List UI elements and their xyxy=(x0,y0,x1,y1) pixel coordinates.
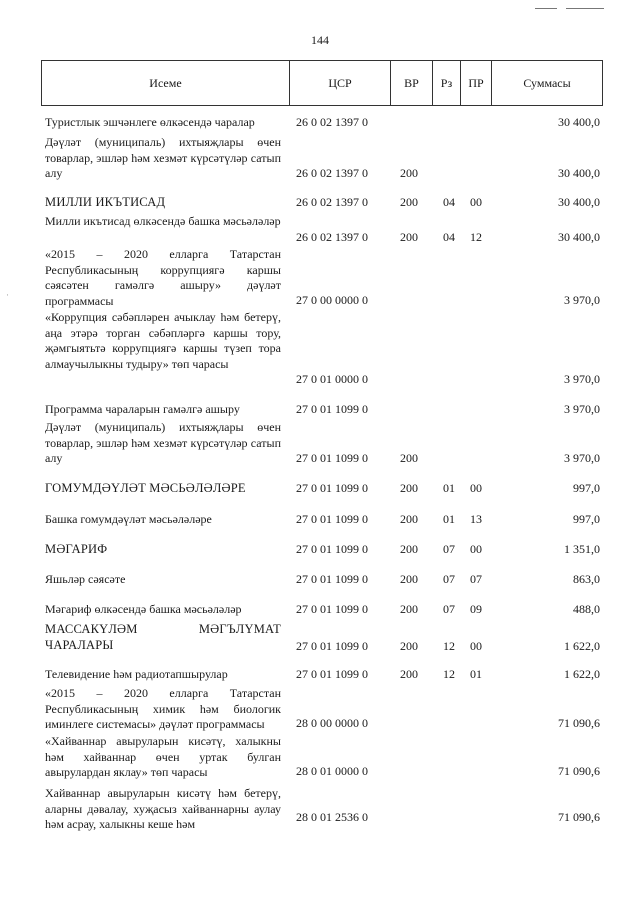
table-header xyxy=(41,60,603,106)
row-name: Дәүләт (муниципаль) ихтыяҗлары өчен товарлар, эшләр һәм хезмәт күрсәтүләр сатып алу xyxy=(45,420,281,465)
row-sum: 71 090,6 xyxy=(558,764,600,778)
row-vr: 200 xyxy=(400,481,418,495)
row-csr: 27 0 01 1099 0 xyxy=(296,667,368,681)
row-sum: 863,0 xyxy=(573,572,600,586)
row-sum: 1 351,0 xyxy=(564,542,600,556)
row-rz: 12 xyxy=(443,667,455,681)
row-name: Башка гомумдәүләт мәсьәләләре xyxy=(45,512,212,526)
row-vr: 200 xyxy=(400,166,418,180)
row-vr: 200 xyxy=(400,639,418,653)
row-sum: 71 090,6 xyxy=(558,716,600,730)
row-csr: 28 0 00 0000 0 xyxy=(296,716,368,730)
row-pr: 00 xyxy=(470,639,482,653)
row-name: «Хайваннар авыруларын кисәтү, халыкны һәм хайваннар өчен уртак булган авырулардан яклау» төп чарасы xyxy=(45,734,281,779)
row-rz: 12 xyxy=(443,639,455,653)
row-sum: 997,0 xyxy=(573,481,600,495)
row-name: Мәгариф өлкәсендә башка мәсьәләләр xyxy=(45,602,242,616)
row-csr: 27 0 01 0000 0 xyxy=(296,372,368,386)
header-rz: Рз xyxy=(440,75,453,90)
row-name: Туристлык эшчәнлеге өлкәсендә чаралар xyxy=(45,115,255,129)
row-pr: 07 xyxy=(470,572,482,586)
row-vr: 200 xyxy=(400,230,418,244)
row-name: МӘГАРИФ xyxy=(45,542,108,556)
row-sum: 1 622,0 xyxy=(564,639,600,653)
row-name: Дәүләт (муниципаль) ихтыяҗлары өчен товарлар, эшләр һәм хезмәт күрсәтүләр сатып алу xyxy=(45,135,281,180)
row-name: «Коррупция сәбәпләрен ачыклау һәм бетерү, аңа этәрә торган сәбәпләргә каршы тору, җәмгыятьтә коррупциягә каршы түзеп тора алмаучылыкны тудыру» төп чарасы xyxy=(45,310,281,371)
row-csr: 27 0 01 1099 0 xyxy=(296,512,368,526)
row-csr: 27 0 01 1099 0 xyxy=(296,639,368,653)
row-sum: 3 970,0 xyxy=(564,451,600,465)
row-sum: 30 400,0 xyxy=(558,195,600,209)
row-rz: 04 xyxy=(443,195,455,209)
row-csr: 27 0 01 1099 0 xyxy=(296,402,368,416)
row-csr: 27 0 01 1099 0 xyxy=(296,481,368,495)
row-sum: 3 970,0 xyxy=(564,402,600,416)
row-pr: 09 xyxy=(470,602,482,616)
row-csr: 28 0 01 2536 0 xyxy=(296,810,368,824)
header-vr: ВР xyxy=(404,75,419,90)
row-pr: 00 xyxy=(470,481,482,495)
row-name: Телевидение һәм радиотапшырулар xyxy=(45,667,228,681)
row-sum: 30 400,0 xyxy=(558,115,600,129)
row-name: Яшьләр сәясәте xyxy=(45,572,126,586)
row-pr: 12 xyxy=(470,230,482,244)
row-sum: 30 400,0 xyxy=(558,230,600,244)
row-csr: 27 0 01 1099 0 xyxy=(296,602,368,616)
row-rz: 07 xyxy=(443,572,455,586)
header-csr: ЦСР xyxy=(328,75,352,90)
row-sum: 488,0 xyxy=(573,602,600,616)
row-rz: 07 xyxy=(443,542,455,556)
row-vr: 200 xyxy=(400,602,418,616)
row-sum: 3 970,0 xyxy=(564,293,600,307)
row-vr: 200 xyxy=(400,512,418,526)
row-name: «2015 – 2020 елларга Татарстан Республикасының коррупциягә каршы сәясәтен гамәлгә ашыру» дәүләт программасы xyxy=(45,247,281,308)
scan-speck: · xyxy=(6,290,9,300)
row-rz: 04 xyxy=(443,230,455,244)
row-csr: 26 0 02 1397 0 xyxy=(296,166,368,180)
row-vr: 200 xyxy=(400,667,418,681)
row-sum: 1 622,0 xyxy=(564,667,600,681)
row-sum: 71 090,6 xyxy=(558,810,600,824)
row-pr: 01 xyxy=(470,667,482,681)
row-csr: 26 0 02 1397 0 xyxy=(296,115,368,129)
row-name: ГОМУМДӘҮЛӘТ МӘСЬӘЛӘЛӘРЕ xyxy=(45,481,246,495)
page-number: 144 xyxy=(311,33,329,47)
row-rz: 01 xyxy=(443,512,455,526)
row-csr: 27 0 01 1099 0 xyxy=(296,542,368,556)
row-name: МАССАКҮЛӘМ МӘГЪЛҮМАТ ЧАРАЛАРЫ xyxy=(45,622,281,652)
row-name: МИЛЛИ ИКЪТИСАД xyxy=(45,195,166,209)
row-name: «2015 – 2020 елларга Татарстан Республикасының химик һәм биологик иминлеге системасы» дәүләт программасы xyxy=(45,686,281,731)
row-rz: 07 xyxy=(443,602,455,616)
header-pr: ПР xyxy=(468,75,484,90)
row-vr: 200 xyxy=(400,451,418,465)
row-csr: 26 0 02 1397 0 xyxy=(296,230,368,244)
row-csr: 28 0 01 0000 0 xyxy=(296,764,368,778)
header-sum: Суммасы xyxy=(523,75,571,90)
row-name: Милли икътисад өлкәсендә башка мәсьәләләр xyxy=(45,214,281,228)
row-vr: 200 xyxy=(400,542,418,556)
top-rule-1 xyxy=(535,8,557,9)
row-name: Программа чараларын гамәлгә ашыру xyxy=(45,402,240,416)
row-csr: 27 0 00 0000 0 xyxy=(296,293,368,307)
top-rule-2 xyxy=(566,8,604,9)
row-pr: 00 xyxy=(470,542,482,556)
row-name: Хайваннар авыруларын кисәтү һәм бетерү, аларны дәвалау, хуҗасыз хайваннарны аулау һәм асрау, халыкны кеше һәм xyxy=(45,786,281,831)
row-sum: 3 970,0 xyxy=(564,372,600,386)
row-csr: 27 0 01 1099 0 xyxy=(296,572,368,586)
row-vr: 200 xyxy=(400,195,418,209)
row-csr: 26 0 02 1397 0 xyxy=(296,195,368,209)
row-pr: 00 xyxy=(470,195,482,209)
row-sum: 997,0 xyxy=(573,512,600,526)
row-pr: 13 xyxy=(470,512,482,526)
row-rz: 01 xyxy=(443,481,455,495)
row-csr: 27 0 01 1099 0 xyxy=(296,451,368,465)
header-name: Исеме xyxy=(149,75,182,90)
row-vr: 200 xyxy=(400,572,418,586)
row-sum: 30 400,0 xyxy=(558,166,600,180)
